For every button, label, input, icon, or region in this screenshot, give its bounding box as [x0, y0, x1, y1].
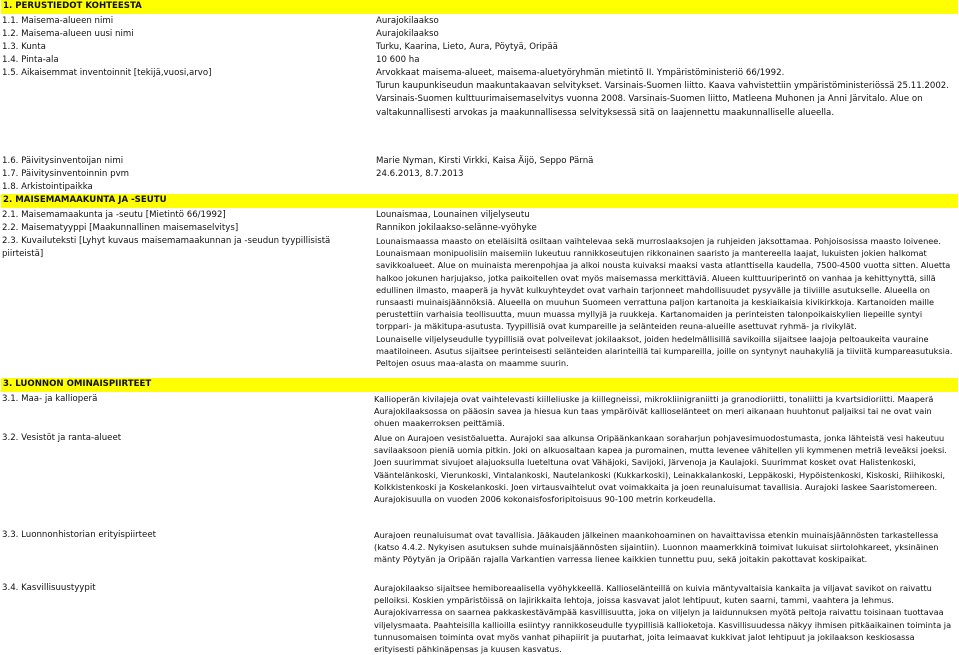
row-label: 3.4. Kasvillisuustyypit	[2, 583, 96, 593]
info-row	[0, 582, 959, 655]
section-heading-text: 2. MAISEMAMAAKUNTA JA -SEUTU	[3, 195, 167, 205]
row-label: 1.7. Päivitysinventoinnin pvm	[2, 169, 130, 179]
row-label: 2.2. Maisematyyppi [Maakunnallinen maisemaselvitys]	[2, 223, 239, 233]
section-heading-text: 3. LUONNON OMINAISPIIRTEET	[3, 379, 152, 389]
row-label: 1.3. Kunta	[2, 42, 46, 52]
row-value: Aurajokilaakso sijaitsee hemiboreaalisella vyöhykkeellä. Kallioselänteillä on kuivia mäntyvaltaisia kankaita ja viljavat savikot on raivattu pelloiksi. Koskien ympäristöissä on lajirikkaita lehtoja, joissa kasvavat jalot lehtipuut, kuten saarni, tammi, vaahtera ja lehmus. Aurajokivarressa on saarnea pakkaskestävämpää kasvillisuutta, joka on viljelyn ja laidunnuksen myötä peltoja raivattu toisinaan tuottavaa viljelysmaata. Paahteisilla kallioilla esiintyy rannikkoseudulle tyypillisiä kallioketoja. Kasvillisuudessa näkyy ihmisen pitkäaikainen toiminta ja tunnusomaisen toiminta ovat myös vanhat pihapiirit ja puutarhat, joita leimaavat kukkivat jalot lehtipuut ja jokilaakson keskiosassa erityisesti pähkinäpensas ja kuusen kasvatus.	[374, 583, 952, 655]
row-value: Marie Nyman, Kirsti Virkki, Kaisa Äijö, Seppo Pärnä	[376, 156, 594, 166]
row-value: Aurajokilaakso	[376, 16, 439, 26]
row-label: 3.1. Maa- ja kallioperä	[2, 394, 98, 404]
row-value: Lounaismaassa maasto on eteläisiltä osiltaan vaihtelevaa sekä murroslaaksojen ja ruhjeiden jaksottamaa. Pohjoisosissa maasto loivenee. Lounaismaan monipuolisiin maisemiin lukeutuu rannikkoseutujen rikkonainen saaristo ja mantereella laajat, lukuisten jokien halkomat savikkoalueet. Alue on muinaista merenpohjaa ja alkoi nousta kuivaksi maaksi vasta atlanttisella kaudella, 7500-4500 vuotta sitten. Aluetta halkoo jokunen harjujakso, jotka paikoitellen ovat myös maisemassa merkittäviä. Alueen kulttuuriperintö on vanhaa ja kehittynyttä, sillä edullinen ilmasto, maaperä ja hyvät kulkuyhteydet ovat varhain tarjonneet mahdollisuudet pysyvälle ja tiiviille asutukselle. Alueella on runsaasti muinaisjäännöksiä. Alueella on muuhun Suomeen verrattuna paljon kartanoita ja keskiaikaisia kivikirkkoja. Kartanoiden maille perustettiin varhaisia teollisuutta, muun muassa myllyjä ja ruukkeja. Kartanomaiden ja perinteisten talonpoikaiskylien liepeille syntyi torppari- ja mäkitupa-asutusta. Tyypillisiä ovat kumpareille ja selänteiden reuna-alueille asettuvat ryhmä- ja rivikylät. Lounaiselle viljelyseudulle tyypillisiä ovat polveilevat jokilaaksot, joiden hedelmällisillä savikoilla sijaitsee laajoja peltoaukeita vauraine maatiloineen. Asutus sijaitsee perinteisesti selänteiden alarinteillä tai kumpareilla, joille on syntynyt nauhakyliä ja tiiviitä kumpareasutuksia. Peltojen osuus maa-alasta on maamme suurin.	[376, 236, 953, 369]
row-value: Alue on Aurajoen vesistöaluetta. Aurajoki saa alkunsa Oripäänkankaan soraharjun pohjavesimuodostumasta, jonka lähteistä vesi hakeutuu savilaaksoon pieniä uomia pitkin. Joki on alkuosaltaan kapea ja puromainen, mutta levenee vähitellen yli kymmenen metriä leveäksi joeksi. Joen suurimmat sivujoet alajuoksulla lueteltuna ovat Vähäjoki, Savijoki, Järvenoja ja Kaulajoki. Suurimmat kosket ovat Halistenkoski, Vääntelänkoski, Vierunkoski, Vintalankoski, Nautelankoski (Kukkarkoski), Leinakkalankoski, Leppäkoski, Hypöistenkoski, Kiskoski, Riihikoski, Kolkkistenkoski ja Koskelankoski. Joen virtausvaihtelut ovat voimakkaita ja joen reunaluisumat tavallisia. Aurajoki laskee Saaristomereen. Aurajokisuulla on vuoden 2006 kokonaisfosforipitoisuus 90-100 metrin korkeudella.	[374, 433, 947, 505]
info-row	[0, 393, 959, 433]
row-label: 1.5. Aikaisemmat inventoinnit [tekijä,vuosi,arvo]	[2, 68, 212, 78]
info-row	[0, 168, 959, 182]
row-value: Turku, Kaarina, Lieto, Aura, Pöytyä, Oripää	[376, 42, 558, 52]
row-value: Aurajoen reunaluisumat ovat tavallisia. Jääkauden jälkeinen maankohoaminen on havaittavissa etenkin muinaisjäännösten tarkastellessa (katso 4.4.2. Nykyisen asutuksen suhde muinaisjäännösten sijaintiin). Luonnon maamerkkinä toimivat lukuisat siirtolohkareet, yksinäinen mänty Pöytyän ja Oripään rajalla Varkantien varressa lienee kaikkien tunnettu puu, sekä joitakin pakottavat koskipaikat.	[374, 530, 939, 565]
row-label: 1.1. Maisema-alueen nimi	[2, 16, 114, 26]
row-label: 2.1. Maisemamaakunta ja -seutu [Mietintö 66/1992]	[2, 210, 226, 220]
section-heading-3	[1, 378, 958, 392]
row-label: 1.8. Arkistointipaikka	[2, 182, 93, 192]
row-value: 10 600 ha	[376, 55, 420, 65]
row-label: 3.3. Luonnonhistorian erityispiirteet	[2, 530, 156, 540]
info-row	[0, 28, 959, 42]
info-row	[0, 155, 959, 169]
row-value: Lounaismaa, Lounainen viljelyseutu	[376, 210, 530, 220]
row-value: 24.6.2013, 8.7.2013	[376, 169, 464, 179]
row-value: Aurajokilaakso	[376, 29, 439, 39]
row-label: 1.4. Pinta-ala	[2, 55, 59, 65]
info-row	[0, 529, 959, 581]
info-row	[0, 181, 959, 195]
info-row	[0, 432, 959, 528]
row-label: 1.6. Päivitysinventoijan nimi	[2, 156, 124, 166]
row-value: Kallioperän kivilajeja ovat vaihtelevasti kiilleliuske ja kiillegneissi, mikrokliinigraniitti ja granodioriitti, tonaliitti ja kvartsidioriitti. Maaperä Aurajokilaaksossa on pääosin savea ja hiesua kun taas ympäröivät kallioselänteet on meri aikanaan huuhtonut paljaiksi tai ne ovat vain ohuen maakerroksen peittämiä.	[374, 394, 934, 429]
section-heading-1	[1, 0, 958, 14]
section-heading-2	[1, 194, 958, 208]
row-label: 1.2. Maisema-alueen uusi nimi	[2, 29, 134, 39]
row-value: Arvokkaat maisema-alueet, maisema-aluetyöryhmän mietintö II. Ympäristöministeriö 66/1992. Turun kaupunkiseudun maakuntakaavan selvitykset. Varsinais-Suomen liitto. Kaava vahvistettiin ympäristöministeriössä 25.11.2002. Varsinais-Suomen kulttuurimaisemaselvitys vuonna 2008. Varsinais-Suomen liitto, Matleena Muhonen ja Anni Järvitalo. Alue on valtakunnallisesti arvokas ja maakunnallisessa selvityksessä sitä on laajennettu maakunnalliselle alueella.	[376, 68, 949, 118]
info-row	[0, 209, 959, 223]
row-label: 2.3. Kuvailuteksti [Lyhyt kuvaus maisemamaakunnan ja -seudun tyypillisistä piirteistä]	[2, 236, 331, 260]
row-value: Rannikon jokilaakso-selänne-vyöhyke	[376, 223, 537, 233]
info-row	[0, 222, 959, 236]
section-heading-text: 1. PERUSTIEDOT KOHTEESTA	[3, 1, 142, 11]
info-row	[0, 67, 959, 141]
info-row	[0, 54, 959, 68]
info-row	[0, 41, 959, 55]
info-row	[0, 235, 959, 371]
row-label: 3.2. Vesistöt ja ranta-alueet	[2, 433, 122, 443]
info-row	[0, 15, 959, 29]
